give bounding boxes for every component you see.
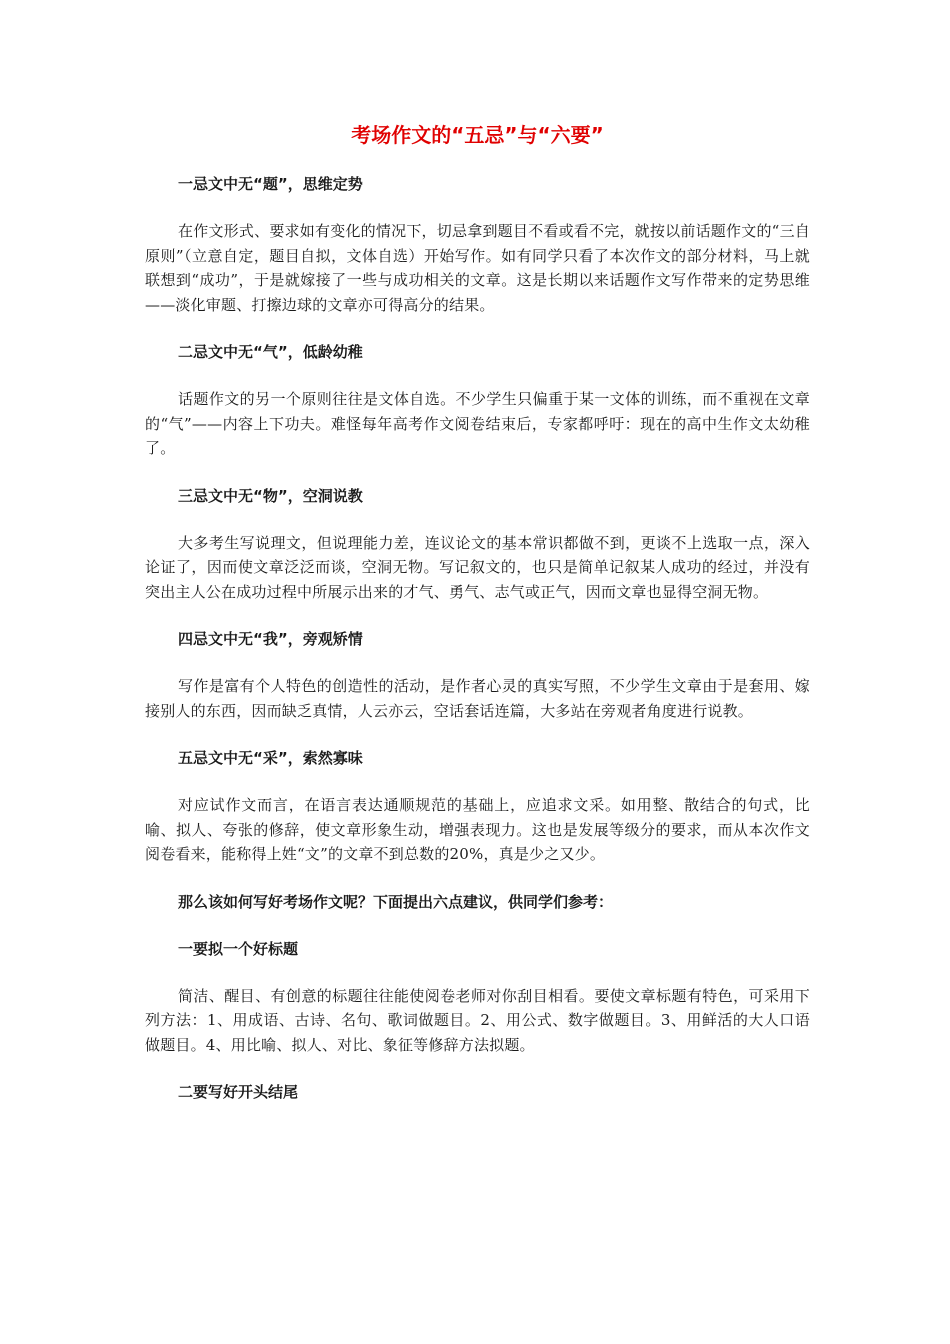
page-title: 考场作文的“五忌”与“六要” — [351, 123, 604, 147]
section-paragraph: 写作是富有个人特色的创造性的活动，是作者心灵的真实写照，不少学生文章由于是套用、嫁接别人的东西，因而缺乏真情，人云亦云，空话套话连篇，大多站在旁观者角度进行说教。 — [145, 677, 810, 720]
section-heading: 三忌文中无“物”，空洞说教 — [178, 486, 363, 505]
tip-heading: 二要写好开头结尾 — [178, 1083, 299, 1101]
tip-paragraph: 简洁、醒目、有创意的标题往往能使阅卷老师对你刮目相看。要使文章标题有特色，可采用下列方法：1、用成语、古诗、名句、歌词做题目。2、用公式、数字做题目。3、用鲜活的大人口语做题目。4、用比喻、拟人、对比、象征等修辞方法拟题。 — [145, 986, 810, 1054]
section-paragraph: 在作文形式、要求如有变化的情况下，切忌拿到题目不看或看不完，就按以前话题作文的“三自原则”（立意自定，题目自拟，文体自选）开始写作。如有同学只看了本次作文的部分材料，马上就联想到“成功”，于是就嫁接了一些与成功相关的文章。这是长期以来话题作文写作带来的定势思维——淡化审题、打擦边球的文章亦可得高分的结果。 — [145, 222, 810, 314]
transition-heading: 那么该如何写好考场作文呢？下面提出六点建议，供同学们参考： — [178, 892, 614, 911]
section-heading: 二忌文中无“气”，低龄幼稚 — [178, 343, 363, 361]
section-paragraph: 话题作文的另一个原则往往是文体自选。不少学生只偏重于某一文体的训练，而不重视在文章的“气”——内容上下功夫。难怪每年高考作文阅卷结束后，专家都呼吁：现在的高中生作文太幼稚了。 — [145, 390, 810, 457]
document-page — [145, 120, 810, 1127]
section-heading: 四忌文中无“我”，旁观矫情 — [178, 630, 363, 648]
section-heading: 五忌文中无“采”，索然寡味 — [178, 749, 363, 767]
tip-heading: 一要拟一个好标题 — [178, 939, 299, 958]
section-heading: 一忌文中无“题”，思维定势 — [178, 175, 363, 193]
section-paragraph: 对应试作文而言，在语言表达通顺规范的基础上，应追求文采。如用整、散结合的句式，比喻、拟人、夸张的修辞，使文章形象生动，增强表现力。这也是发展等级分的要求，而从本次作文阅卷看来，能称得上姓“文”的文章不到总数的20%，真是少之又少。 — [145, 796, 810, 863]
section-paragraph: 大多考生写说理文，但说理能力差，连议论文的基本常识都做不到，更谈不上选取一点，深入论证了，因而使文章泛泛而谈，空洞无物。写记叙文的，也只是简单记叙某人成功的经过，并没有突出主人公在成功过程中所展示出来的才气、勇气、志气或正气，因而文章也显得空洞无物。 — [145, 533, 810, 601]
